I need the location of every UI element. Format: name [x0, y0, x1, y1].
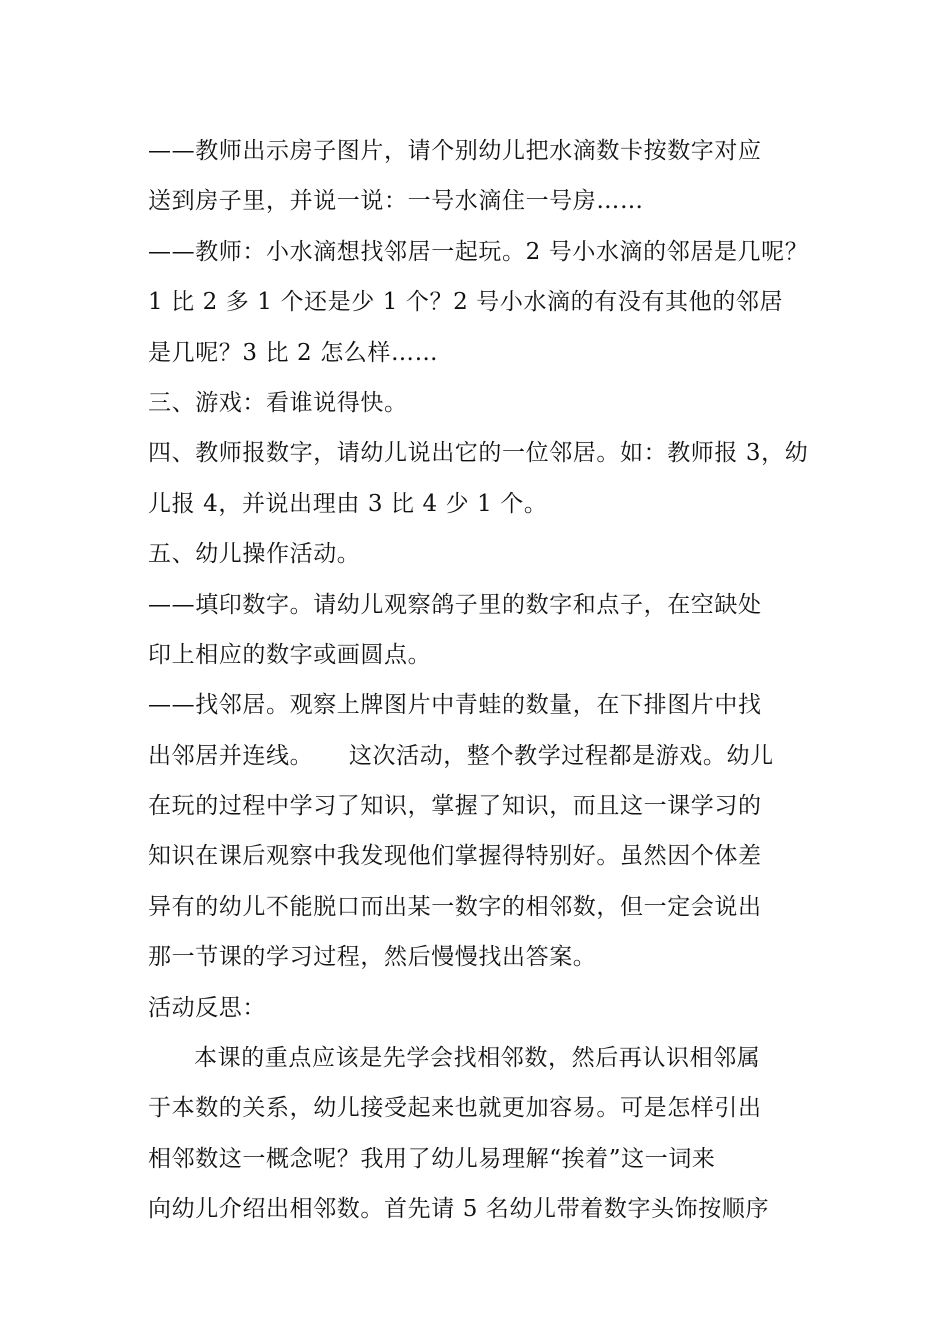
text-line: ——教师出示房子图片，请个别幼儿把水滴数卡按数字对应	[148, 138, 762, 164]
text-line: ——找邻居。观察上牌图片中青蛙的数量，在下排图片中找	[148, 692, 762, 719]
text-line: 知识在课后观察中我发现他们掌握得特别好。虽然因个体差	[148, 843, 762, 870]
paragraph-first-line: 本课的重点应该是先学会找相邻数，然后再认识相邻属	[194, 1045, 761, 1072]
section-heading: 三、游戏：看谁说得快。	[148, 389, 408, 416]
text-line: 在玩的过程中学习了知识，掌握了知识，而且这一课学习的	[148, 793, 762, 820]
text-line: 向幼儿介绍出相邻数。首先请 5 名幼儿带着数字头饰按顺序	[148, 1196, 770, 1223]
text-line: 是几呢？3 比 2 怎么样……	[148, 339, 439, 366]
text-line: 印上相应的数字或画圆点。	[148, 641, 432, 668]
section-heading: 五、幼儿操作活动。	[148, 541, 361, 568]
text-line: 儿报 4，并说出理由 3 比 4 少 1 个。	[148, 490, 548, 517]
document-body	[148, 126, 838, 1235]
section-heading: 活动反思：	[148, 994, 266, 1021]
text-line: 异有的幼儿不能脱口而出某一数字的相邻数，但一定会说出	[148, 893, 762, 920]
text-line: 那一节课的学习过程，然后慢慢找出答案。	[148, 944, 597, 971]
text-line: 出邻居并连线。 这次活动，整个教学过程都是游戏。幼儿	[148, 742, 774, 769]
text-line: ——教师：小水滴想找邻居一起玩。2 号小水滴的邻居是几呢？	[148, 238, 809, 265]
text-line: 相邻数这一概念呢？我用了幼儿易理解“挨着”这一词来	[148, 1145, 716, 1172]
text-line: 1 比 2 多 1 个还是少 1 个？2 号小水滴的有没有其他的邻居	[148, 289, 784, 316]
text-line: 于本数的关系，幼儿接受起来也就更加容易。可是怎样引出	[148, 1095, 762, 1122]
text-line: ——填印数字。请幼儿观察鸽子里的数字和点子，在空缺处	[148, 591, 762, 618]
text-line: 四、教师报数字，请幼儿说出它的一位邻居。如：教师报 3，幼	[148, 440, 809, 467]
text-line: 送到房子里，并说一说：一号水滴住一号房……	[148, 188, 644, 215]
